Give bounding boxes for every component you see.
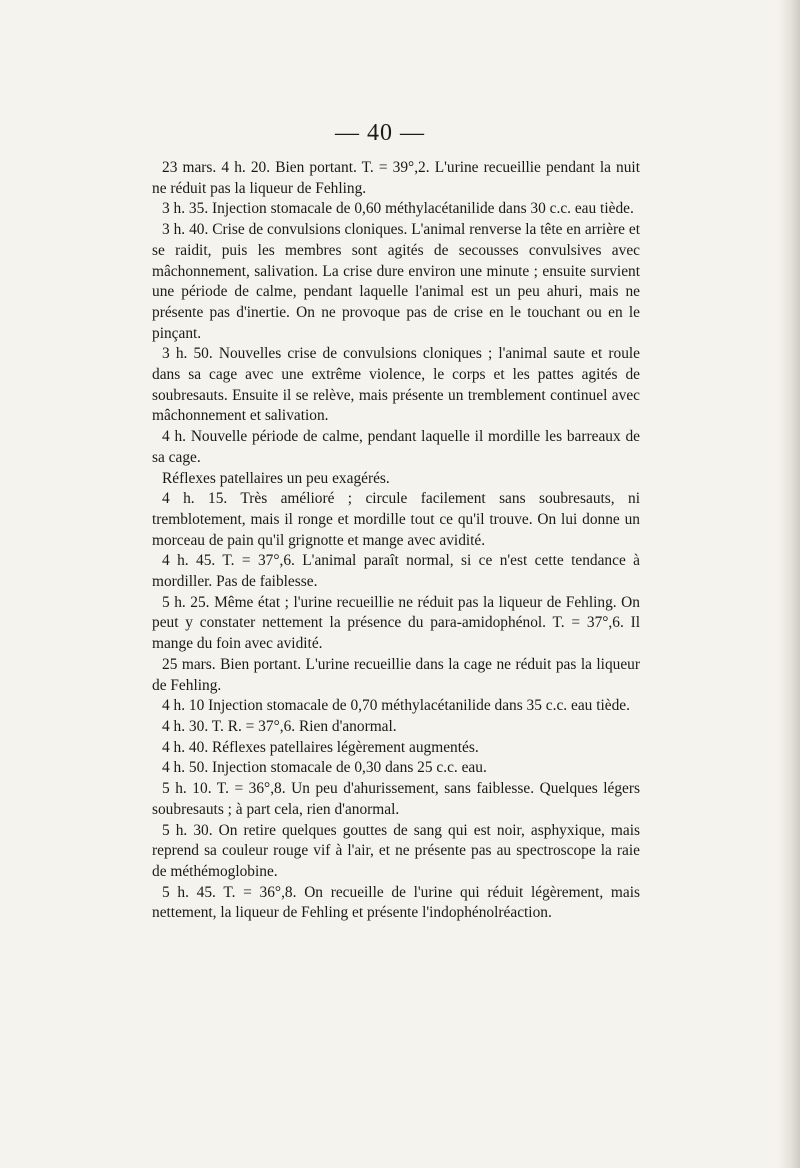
paragraph-3h35: 3 h. 35. Injection stomacale de 0,60 méthylacétanilide dans 30 c.c. eau tiède. [162,200,634,218]
paragraph-4h10: 4 h. 10 Injection stomacale de 0,70 méthylacétanilide dans 35 c.c. eau tiède. [162,697,630,715]
paragraph-reflexes: Réflexes patellaires un peu exagérés. [162,469,390,487]
paragraph-5h25: 5 h. 25. Même état ; l'urine recueillie ne réduit pas la liqueur de Fehling. On peut y constater nettement la présence du para-amidophénol. T. = 37°,6. Il mange du foin avec avidité. [152,593,640,653]
paragraph-5h30: 5 h. 30. On retire quelques gouttes de sang qui est noir, asphyxique, mais reprend sa couleur rouge vif à l'air, et ne présente pas au spectroscope la raie de méthémoglobine. [152,821,640,880]
paragraph-3h50: 3 h. 50. Nouvelles crise de convulsions cloniques ; l'animal saute et roule dans sa cage avec une extrême violence, le corps et les pattes agités de soubresauts. Ensuite il se relève, mais présente un tremblement continuel avec mâchonnement et salivation. [152,345,640,425]
paragraph-4h50: 4 h. 50. Injection stomacale de 0,30 dans 25 c.c. eau. [162,759,487,777]
paragraph-4h40: 4 h. 40. Réflexes patellaires légèrement augmentés. [162,738,479,756]
paragraph-4h45: 4 h. 45. T. = 37°,6. L'animal paraît normal, si ce n'est cette tendance à mordiller. Pas de faiblesse. [152,552,640,591]
paragraph-23-mars: 23 mars. 4 h. 20. Bien portant. T. = 39°,2. L'urine recueillie pendant la nuit ne réduit pas la liqueur de Fehling. [152,159,640,197]
paragraph-5h10: 5 h. 10. T. = 36°,8. Un peu d'ahurissement, sans faiblesse. Quelques légers soubresauts ; à part cela, rien d'anormal. [152,780,640,818]
body-text [152,158,640,924]
paragraph-4h15: 4 h. 15. Très amélioré ; circule facilement sans soubresauts, ni tremblotement, mais il ronge et mordille tout ce qu'il trouve. On lui donne un morceau de pain qu'il grignotte et mange avec avidité. [152,490,640,549]
paragraph-25-mars: 25 mars. Bien portant. L'urine recueillie dans la cage ne réduit pas la liqueur de Fehling. [152,655,640,694]
page-edge-shadow [778,0,800,1168]
paragraph-4h30: 4 h. 30. T. R. = 37°,6. Rien d'anormal. [162,717,397,735]
page-number: — 40 — [335,120,425,146]
paragraph-4h: 4 h. Nouvelle période de calme, pendant laquelle il mordille les barreaux de sa cage. [152,428,640,466]
paragraph-5h45: 5 h. 45. T. = 36°,8. On recueille de l'urine qui réduit légèrement, mais nettement, la liqueur de Fehling et présente l'indophénolréaction. [152,883,640,922]
paragraph-3h40: 3 h. 40. Crise de convulsions cloniques. L'animal renverse la tête en arrière et se raidit, puis les membres sont agités de secousses convulsives avec mâchonnement, salivation. La crise dure environ une minute ; ensuite survient une période de calme, pendant laquelle l'animal est un peu ahuri, mais ne présente pas d'inertie. On ne provoque pas de crise en le touchant ou en le pinçant. [152,221,640,342]
